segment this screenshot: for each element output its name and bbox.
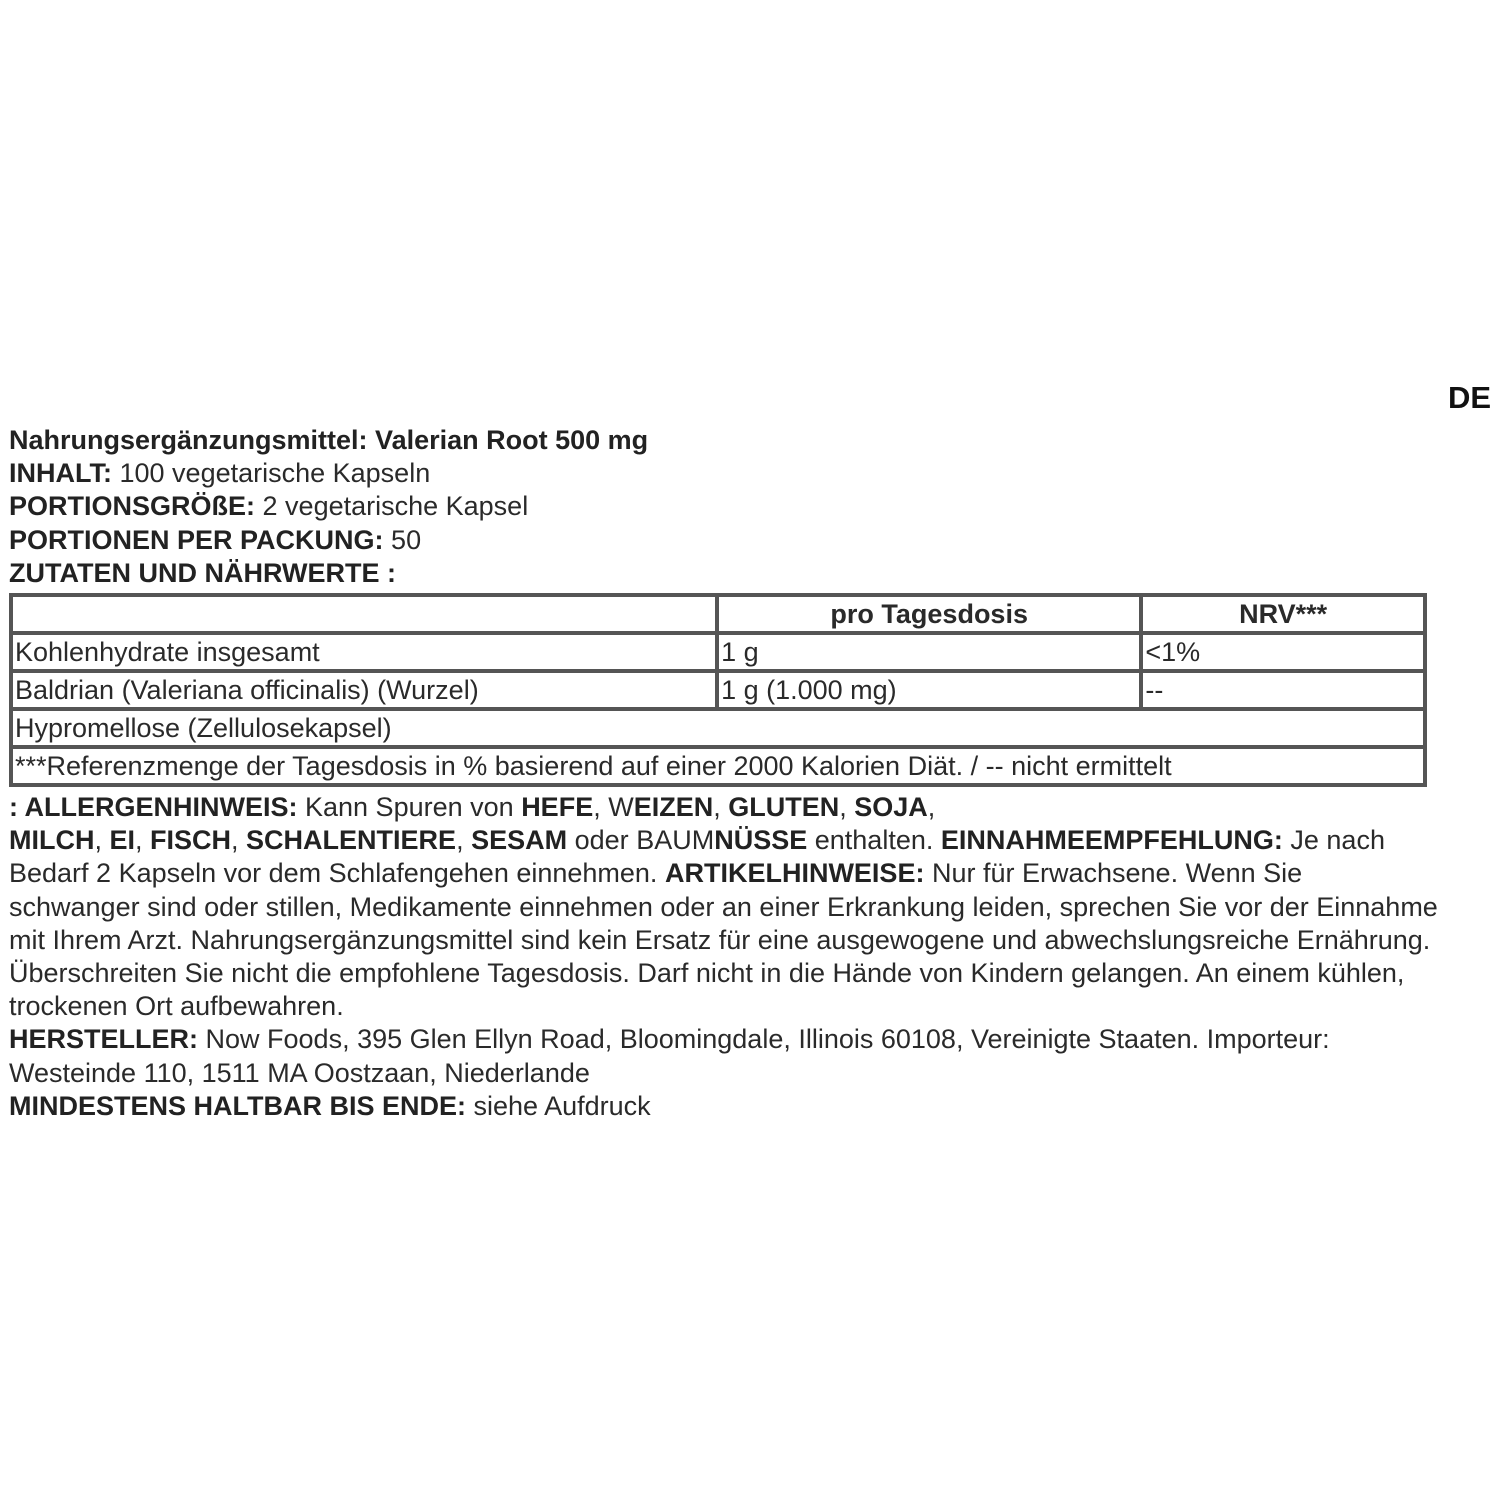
table-row [11,633,1425,671]
table-cell: Kohlenhydrate insgesamt [11,633,717,671]
allergen-label: : ALLERGENHINWEIS: [9,792,298,823]
haltbar-label: MINDESTENS HALTBAR BIS ENDE: [9,1090,467,1121]
einnahme-label: EINNAHMEEMPFEHLUNG: [940,825,1283,856]
portionsgroesse-line [9,490,1439,523]
table-cell: 1 g (1.000 mg) [717,671,1141,709]
allergen-ei: EI [109,825,136,856]
allergen-soja: SOJA [854,792,928,823]
other-ingredients-cell: Hypromellose (Zellulosekapsel) [11,709,1425,747]
allergen-gluten: GLUTEN [728,792,840,823]
hersteller-text: Now Foods, 395 Glen Ellyn Road, Bloomingdale, Illinois 60108, Vereinigte Staaten. Importeur: Westeinde 110, 1511 MA Oostzaan, Niederlande [9,1024,1330,1088]
allergen-hefe: HEFE [521,792,594,823]
allergen-line: : ALLERGENHINWEIS: Kann Spuren von HEFE, WEIZEN, GLUTEN, SOJA, [9,792,936,823]
allergen-schalentiere: SCHALENTIERE [246,825,457,856]
portionsgroesse-label: PORTIONSGRÖßE: [9,491,256,522]
allergen-sesam: SESAM [471,825,568,856]
table-header-cell [11,595,717,633]
portionen-label: PORTIONEN PER PACKUNG: [9,524,384,555]
inhalt-line [9,457,1439,490]
table-row [11,671,1425,709]
zutaten-heading: ZUTATEN UND NÄHRWERTE : [9,557,396,588]
allergen-milch: MILCH [9,825,95,856]
nutrition-table [9,593,1427,787]
inhalt-value: 100 vegetarische Kapseln [119,458,431,489]
table-row [11,709,1425,747]
haltbar-value: siehe Aufdruck [473,1090,651,1121]
table-row [11,747,1425,785]
table-header-cell: pro Tagesdosis [717,595,1141,633]
artikel-label: ARTIKELHINWEISE: [664,858,925,889]
inhalt-label: INHALT: [9,458,112,489]
product-name: Valerian Root 500 mg [375,425,649,455]
portionen-value: 50 [391,524,422,555]
artikel-text: Nur für Erwachsene. Wenn Sie schwanger sind oder stillen, Medikamente einnehmen oder an einer Erkrankung leiden, sprechen Sie vor der Einnahme mit Ihrem Arzt. Nahrungsergänzungsmittel sind kein Ersatz für eine ausgewogene und abwechslungsreiche Ernährung. Überschreiten Sie nicht die empfohlene Tagesdosis. Darf nicht in die Hände von Kindern gelangen. An einem kühlen, trockenen Ort aufbewahren. [9,858,1438,1022]
language-tag: DE [1448,380,1492,415]
allergen-nuesse: NÜSSE [714,825,808,856]
hersteller-paragraph [9,1023,1439,1089]
table-header-cell: NRV*** [1141,595,1425,633]
allergen-fisch: FISCH [150,825,232,856]
title-line [9,424,1439,457]
table-header-row [11,595,1425,633]
title-label: Nahrungsergänzungsmittel: [9,425,368,455]
hersteller-label: HERSTELLER: [9,1024,198,1055]
product-label-document [9,424,1439,1123]
table-cell: <1% [1141,633,1425,671]
portionsgroesse-value: 2 vegetarische Kapsel [262,491,529,522]
footnote-cell: ***Referenzmenge der Tagesdosis in % basierend auf einer 2000 Kalorien Diät. / -- nicht ermittelt [11,747,1425,785]
portionen-line [9,524,1439,557]
info-paragraph: MILCH, EI, FISCH, SCHALENTIERE, SESAM oder BAUMNÜSSE enthalten. EINNAHMEEMPFEHLUNG: Je nach Bedarf 2 Kapseln vor dem Schlafengehen einnehmen. ARTIKELHINWEISE: Nur für Erwachsene. Wenn Sie schwanger sind oder stillen, Medikamente einnehmen oder an einer Erkrankung leiden, sprechen Sie vor der Einnahme mit Ihrem Arzt. Nahrungsergänzungsmittel sind kein Ersatz für eine ausgewogene und abwechslungsreiche Ernährung. Überschreiten Sie nicht die empfohlene Tagesdosis. Darf nicht in die Hände von Kindern gelangen. An einem kühlen, trockenen Ort aufbewahren. [9,825,1438,1022]
haltbar-line [9,1090,1439,1123]
table-cell: -- [1141,671,1425,709]
allergen-weizen: EIZEN [633,792,714,823]
einnahme-text: Je nach Bedarf 2 Kapseln vor dem Schlafengehen einnehmen. [9,825,1385,889]
table-cell: Baldrian (Valeriana officinalis) (Wurzel) [11,671,717,709]
table-cell: 1 g [717,633,1141,671]
